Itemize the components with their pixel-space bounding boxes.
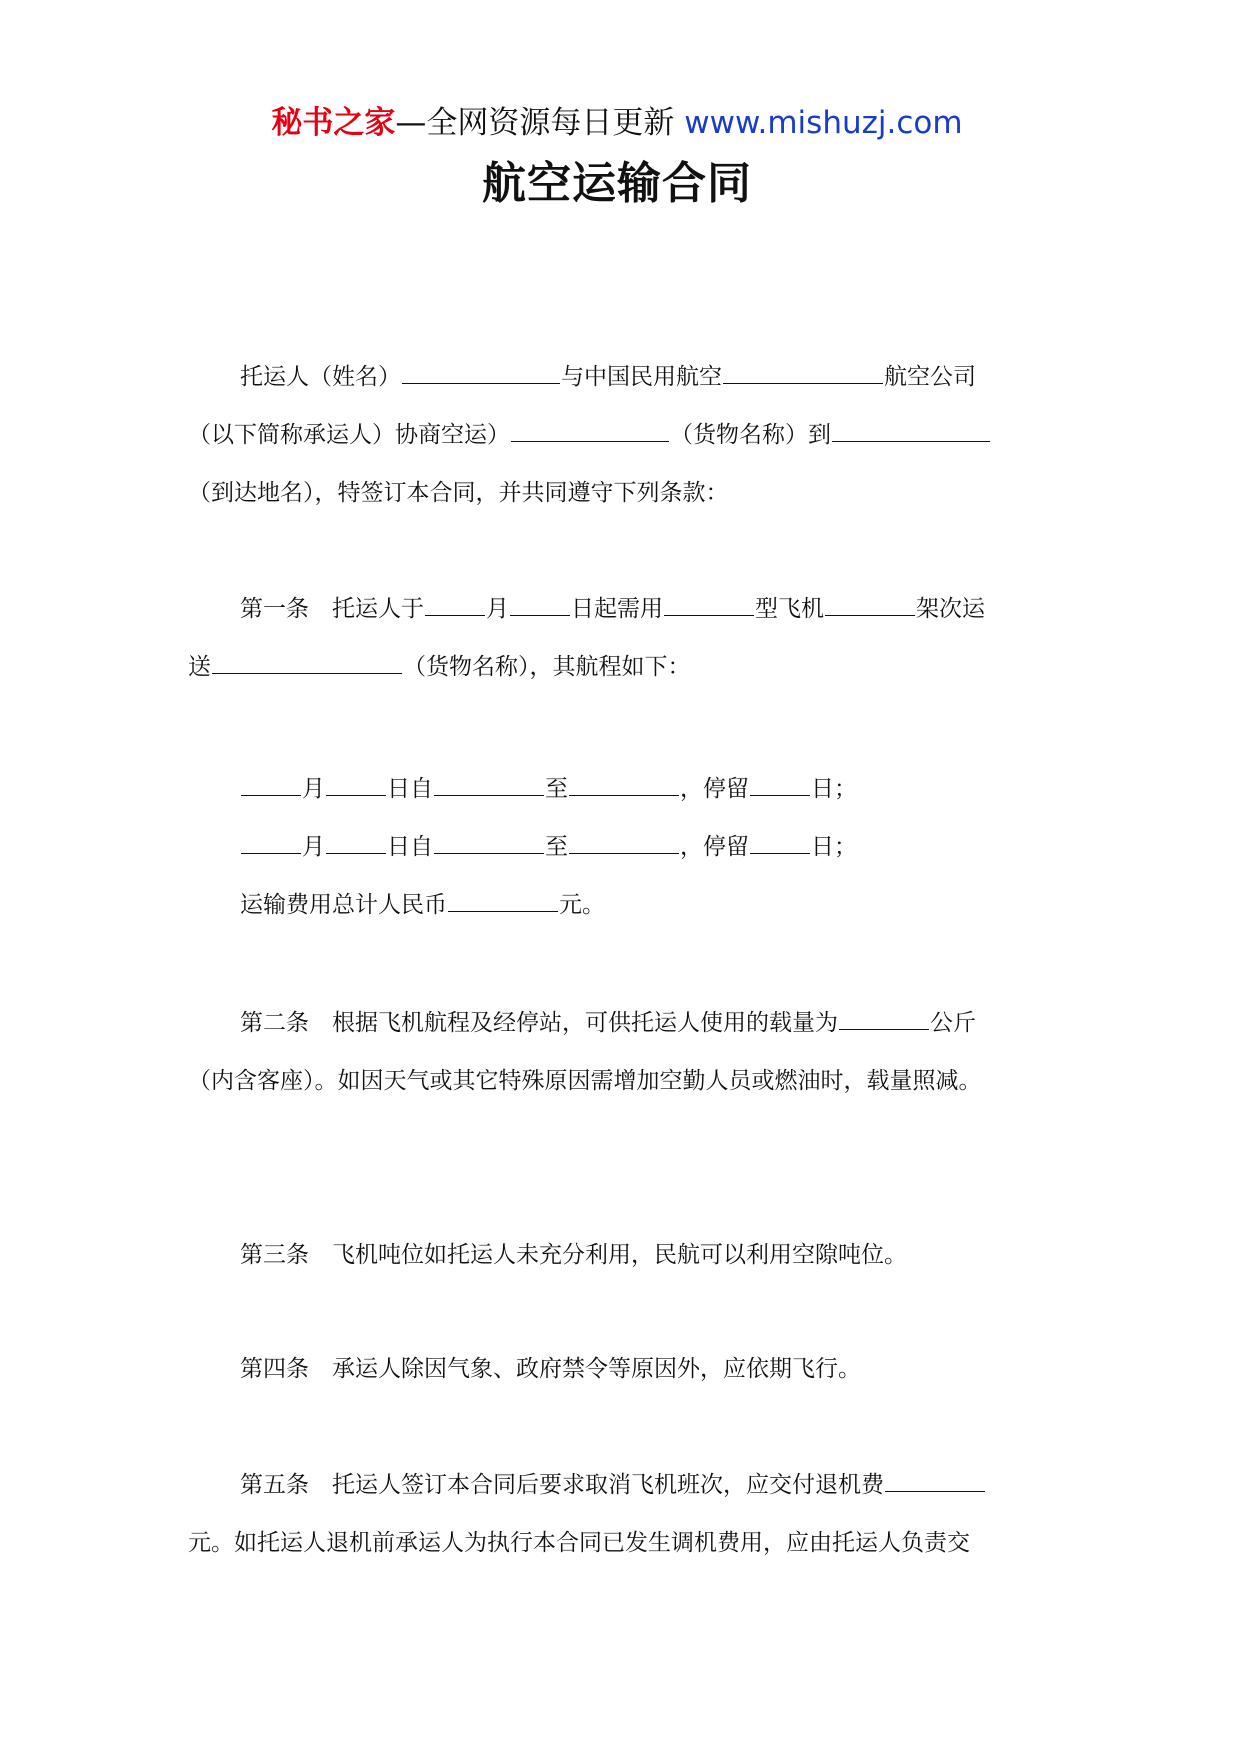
start-day-blank[interactable] [510,595,570,616]
route-text: 日自 [387,776,433,802]
route-day-blank[interactable] [326,833,386,854]
intro-text: 航空公司 [884,364,976,390]
intro-line-3: （到达地名），特签订本合同，并共同遵守下列条款： [188,480,729,506]
site-url-link[interactable]: www.mishuzj.com [684,105,963,141]
article-text: 第一条 托运人于 [240,596,424,622]
route-month-blank[interactable] [241,833,301,854]
article-2-line-1 [240,994,976,1052]
article-text: 第二条 根据飞机航程及经停站，可供托运人使用的载量为 [240,1010,838,1036]
article-1-line-1 [240,580,985,638]
route-text: 日； [811,776,857,802]
article-text: 型飞机 [755,596,824,622]
article-3-line: 第三条 飞机吨位如托运人未充分利用，民航可以利用空隙吨位。 [240,1242,907,1268]
route-text: 月 [302,776,325,802]
cargo-blank[interactable] [212,653,402,674]
route-stay-days-blank[interactable] [750,833,810,854]
article-text: 架次运 [916,596,985,622]
cargo-name-blank[interactable] [511,421,669,442]
route-text: 至 [545,776,568,802]
article-2-line-2: （内含客座）。如因天气或其它特殊原因需增加空勤人员或燃油时，载量照减。 [188,1068,982,1094]
route-text: 月 [302,834,325,860]
cost-label: 运输费用总计人民币 [240,892,447,918]
article-text: 第五条 托运人签订本合同后要求取消飞机班次，应交付退机费 [240,1472,884,1498]
intro-line-1 [240,348,976,406]
cost-unit: 元。 [559,892,605,918]
article-5-line-2: 元。如托运人退机前承运人为执行本合同已发生调机费用，应由托运人负责交 [188,1530,970,1556]
site-slogan: —全网资源每日更新 [395,105,675,141]
article-4-line: 第四条 承运人除因气象、政府禁令等原因外，应依期飞行。 [240,1356,861,1382]
route-row [240,818,857,876]
site-brand: 秘书之家 [271,105,396,141]
document-title: 航空运输合同 [482,158,752,209]
route-destination-blank[interactable] [569,833,679,854]
article-text: 送 [188,654,211,680]
cancellation-fee-blank[interactable] [885,1471,985,1492]
intro-text: （货物名称）到 [670,422,831,448]
route-row [240,760,857,818]
cost-amount-blank[interactable] [448,891,558,912]
article-text: （货物名称），其航程如下： [403,654,691,680]
route-text: 日； [811,834,857,860]
intro-text: （以下简称承运人）协商空运） [188,422,510,448]
route-origin-blank[interactable] [434,833,544,854]
route-stay-days-blank[interactable] [750,775,810,796]
article-1-line-2 [188,638,691,696]
route-origin-blank[interactable] [434,775,544,796]
route-text: ，停留 [680,834,749,860]
start-month-blank[interactable] [425,595,485,616]
payload-blank[interactable] [839,1009,929,1030]
intro-text: 与中国民用航空 [561,364,722,390]
article-text: 公斤 [930,1010,976,1036]
route-destination-blank[interactable] [569,775,679,796]
article-text: 日起需用 [571,596,663,622]
aircraft-type-blank[interactable] [664,595,754,616]
article-text: 月 [486,596,509,622]
intro-line-2 [188,406,991,464]
intro-text: 托运人（姓名） [240,364,401,390]
route-day-blank[interactable] [326,775,386,796]
article-5-line-1 [240,1456,986,1514]
route-month-blank[interactable] [241,775,301,796]
route-text: 至 [545,834,568,860]
route-text: ，停留 [680,776,749,802]
site-header [0,98,1234,148]
cost-line [240,876,605,934]
shipper-name-blank[interactable] [402,363,560,384]
route-text: 日自 [387,834,433,860]
destination-blank[interactable] [832,421,990,442]
airline-name-blank[interactable] [723,363,883,384]
flight-count-blank[interactable] [825,595,915,616]
